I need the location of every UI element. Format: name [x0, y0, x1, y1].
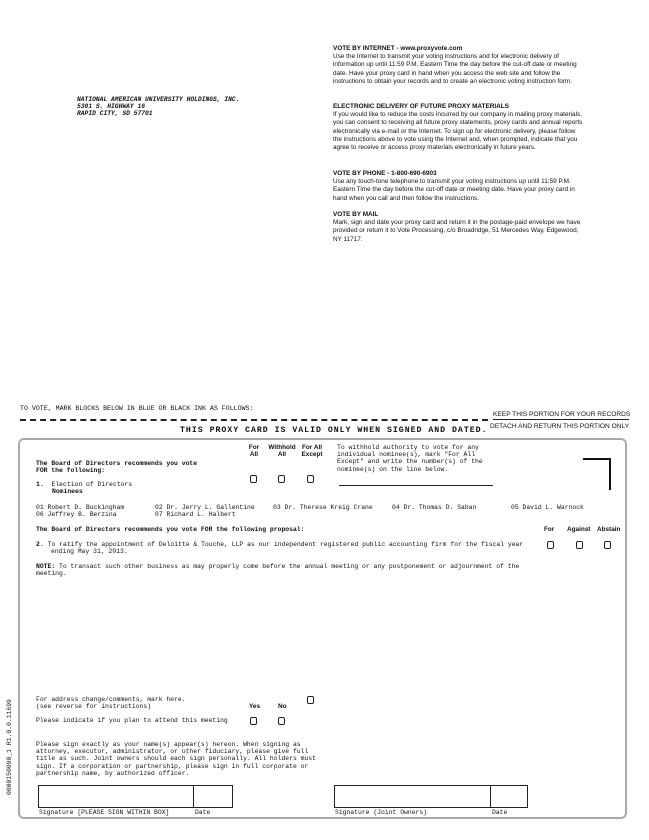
item1-number: 1.: [36, 481, 44, 488]
edelivery-body: If you would like to reduce the costs incurred by our company in mailing proxy materials, you can consent to receiving all future proxy statements, proxy cards and annual reports electronically via e-mail or the Internet. To sign up for electronic delivery, please follow the instructions above to vote using the Internet and, when prompted, indicate that you agree to receive or access proxy materials electronically in future years.: [333, 111, 583, 152]
attend-yes-checkbox[interactable]: [250, 717, 257, 725]
side-control-code: 0000150090_1 R1.0.0.11699: [6, 699, 13, 795]
edelivery-title: ELECTRONIC DELIVERY OF FUTURE PROXY MATERIALS: [333, 103, 509, 110]
corner-mark: [583, 458, 611, 490]
item1-title: Election of Directors: [51, 481, 133, 488]
vote-mail-title: VOTE BY MAIL: [333, 211, 379, 218]
company-city: RAPID CITY, SD 57701: [77, 110, 153, 117]
nominees-label: Nominees: [52, 488, 83, 495]
nominee-03: 03 Dr. Therese Kreig Crane: [273, 504, 373, 511]
vote-internet-title: VOTE BY INTERNET - www.proxyvote.com: [333, 45, 463, 52]
nominee-07: 07 Richard L. Halbert: [155, 511, 236, 518]
col-withhold-all: Withhold All: [268, 444, 296, 459]
nominee-04: 04 Dr. Thomas D. Saban: [392, 504, 477, 511]
withhold-instructions: To withhold authority to vote for any individual nominee(s), mark "For All Except" and write the number(s) of the nominee(s) on the line below.: [337, 444, 483, 473]
board-recommendation: The Board of Directors recommends you vote FOR the following:: [36, 460, 198, 475]
col-for-all: For All: [248, 444, 260, 459]
col-for: For: [544, 526, 555, 533]
edelivery-section: [333, 103, 585, 152]
except-write-in-line[interactable]: [339, 485, 493, 486]
withhold-all-checkbox[interactable]: [278, 475, 285, 483]
attend-no-checkbox[interactable]: [278, 717, 285, 725]
for-all-except-checkbox[interactable]: [307, 475, 314, 483]
item2-number: 2.: [36, 541, 44, 548]
address-change-checkbox[interactable]: [307, 696, 314, 704]
vote-phone-section: [333, 170, 585, 203]
vote-internet-body: Use the Internet to transmit your voting instructions and for electronic delivery of information up until 11:59 P.M. Eastern Time the day before the cut-off date or meeting date. Have your proxy card in hand when you access the web site and follow the instructions to obtain your records and to create an electronic voting instruction form.: [333, 53, 577, 85]
vote-phone-title: VOTE BY PHONE - 1-800-690-6903: [333, 170, 437, 177]
item2-for-checkbox[interactable]: [547, 541, 554, 549]
nominee-05: 05 David L. Warnock: [511, 504, 584, 511]
date-box[interactable]: [194, 785, 233, 808]
detach-portion-label: DETACH AND RETURN THIS PORTION ONLY: [490, 423, 630, 430]
item2-abstain-checkbox[interactable]: [604, 541, 611, 549]
signing-instructions: Please sign exactly as your name(s) appear(s) hereon. When signing as attorney, executor, administrator, or other fiduciary, please give full title as such. Joint owners should each sign personally. All holders must sign. If a corporation or partnership, please sign in full corporate or partnership name, by authorized officer.: [36, 741, 316, 777]
vote-internet-section: [333, 45, 585, 86]
col-yes: Yes: [249, 703, 261, 710]
note-text: NOTE: To transact such other business as may properly come before the annual meeting or any postponement or adjournment of the meeting.: [36, 563, 520, 578]
vote-mail-section: [333, 211, 585, 244]
keep-portion-label: KEEP THIS PORTION FOR YOUR RECORDS: [493, 411, 631, 418]
keep-underline: [493, 419, 629, 420]
joint-date-box[interactable]: [491, 785, 528, 808]
col-abstain: Abstain: [597, 526, 621, 533]
item2-against-checkbox[interactable]: [576, 541, 583, 549]
ink-instruction: TO VOTE, MARK BLOCKS BELOW IN BLUE OR BLACK INK AS FOLLOWS:: [20, 405, 254, 412]
col-no: No: [278, 703, 287, 710]
date-label: Date: [195, 809, 211, 816]
company-name: NATIONAL AMERICAN UNIVERSITY HOLDINGS, INC.: [77, 96, 240, 103]
company-address: [77, 96, 240, 117]
address-change-label: For address change/comments, mark here. (see reverse for instructions): [36, 696, 186, 711]
col-against: Against: [567, 526, 591, 533]
vote-phone-body: Use any touch-tone telephone to transmit your voting instructions up until 11:59 P.M. Eastern Time the day before the cut-off date or meeting date. Have your proxy card in hand when you call and then follow the instructions.: [333, 178, 575, 202]
item2-text: 2. To ratify the appointment of Deloitte & Touche, LLP as our independent registered public accounting firm for the fiscal year ending May 31, 2013.: [36, 541, 524, 556]
signature-label: Signature [PLEASE SIGN WITHIN BOX]: [39, 809, 170, 816]
vote-mail-body: Mark, sign and date your proxy card and return it in the postage-paid envelope we have provided or return it to Vote Processing, c/o Broadridge, 51 Mercedes Way, Edgewood, NY 11717.: [333, 219, 581, 243]
company-street: 5301 S. HIGHWAY 16: [77, 103, 146, 110]
col-for-all-except: For All Except: [301, 444, 323, 459]
joint-date-label: Date: [492, 809, 508, 816]
note-label: NOTE:: [36, 563, 56, 570]
detach-dashed-line: [20, 419, 488, 421]
nominee-06: 06 Jeffrey B. Berzina: [36, 511, 117, 518]
nominee-01: 01 Robert D. Buckingham: [36, 504, 125, 511]
item1-heading: [36, 481, 132, 488]
signature-box[interactable]: [38, 785, 194, 808]
joint-signature-box[interactable]: [334, 785, 491, 808]
attend-meeting-label: Please indicate if you plan to attend this meeting: [36, 717, 228, 724]
joint-signature-label: Signature (Joint Owners): [335, 809, 428, 816]
valid-only-notice: THIS PROXY CARD IS VALID ONLY WHEN SIGNED AND DATED.: [180, 426, 488, 435]
for-all-checkbox[interactable]: [250, 475, 257, 483]
nominee-02: 02 Dr. Jerry L. Gallentine: [155, 504, 255, 511]
board-recommendation-proposal: The Board of Directors recommends you vote FOR the following proposal:: [36, 526, 305, 533]
